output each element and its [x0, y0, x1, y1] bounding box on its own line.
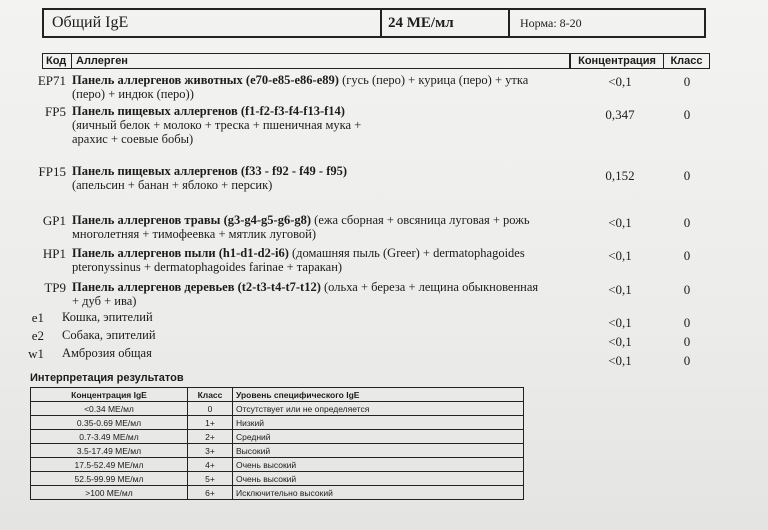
- allergen-class: 0: [683, 334, 691, 349]
- allergen-code: w1: [28, 346, 44, 361]
- allergen-class: 0: [683, 74, 691, 89]
- allergen-concentration: <0,1: [608, 282, 632, 297]
- header-concentration: Концентрация: [570, 53, 664, 69]
- total-ige-value: 24 МЕ/мл: [380, 10, 510, 36]
- allergen-panel-name: Панель аллергенов пыли (h1-d1-d2-i6): [72, 246, 289, 260]
- allergen-description: [72, 213, 562, 241]
- allergen-components-line2: pteronyssinus + dermatophagoides farinae + таракан): [72, 260, 343, 274]
- interpretation-row: [31, 486, 524, 500]
- interp-header-class: Класс: [188, 388, 233, 402]
- interp-class: 4+: [188, 458, 233, 472]
- interp-header-level: Уровень специфического IgE: [233, 388, 524, 402]
- allergen-code: EP71: [37, 73, 66, 88]
- allergen-description: [72, 164, 562, 192]
- allergen-concentration: <0,1: [608, 74, 632, 89]
- allergen-components: (ежа сборная + овсяница луговая + рожь: [311, 213, 530, 227]
- interp-concentration: 0.35-0.69 МЕ/мл: [31, 416, 188, 430]
- interpretation-header-row: [31, 388, 524, 402]
- allergen-class: 0: [683, 315, 691, 330]
- allergen-description: [72, 104, 562, 146]
- interp-concentration: >100 МЕ/мл: [31, 486, 188, 500]
- allergen-code: TP9: [44, 280, 66, 295]
- allergen-class: 0: [683, 107, 691, 122]
- allergen-code: e1: [31, 310, 44, 325]
- allergen-concentration: 0,347: [605, 107, 635, 122]
- allergen-code: FP5: [45, 104, 66, 119]
- interp-level: Очень высокий: [233, 458, 524, 472]
- allergen-class: 0: [683, 215, 691, 230]
- interp-concentration: 17.5-52.49 МЕ/мл: [31, 458, 188, 472]
- allergen-panel-name: Панель пищевых аллергенов (f1-f2-f3-f4-f13-f14): [72, 104, 345, 118]
- allergen-components-line2: (перо) + индюк (перо)): [72, 87, 194, 101]
- allergen-panel-name: Панель пищевых аллергенов (f33 - f92 - f49 - f95): [72, 164, 348, 178]
- allergen-name: Собака, эпителий: [62, 328, 156, 342]
- allergen-code: HP1: [42, 246, 66, 261]
- interp-concentration: 3.5-17.49 МЕ/мл: [31, 444, 188, 458]
- allergen-code: e2: [31, 328, 44, 343]
- interp-level: Низкий: [233, 416, 524, 430]
- allergen-concentration: <0,1: [608, 315, 632, 330]
- allergen-description: [62, 346, 552, 360]
- interp-class: 5+: [188, 472, 233, 486]
- interp-class: 0: [188, 402, 233, 416]
- interp-concentration: <0.34 МЕ/мл: [31, 402, 188, 416]
- allergen-class: 0: [683, 282, 691, 297]
- allergen-description: [72, 280, 562, 308]
- allergen-name: Кошка, эпителий: [62, 310, 153, 324]
- interp-class: 2+: [188, 430, 233, 444]
- allergen-description: [62, 310, 552, 324]
- allergen-class: 0: [683, 353, 691, 368]
- allergen-panel-name: Панель аллергенов деревьев (t2-t3-t4-t7-t12): [72, 280, 321, 294]
- interp-class: 1+: [188, 416, 233, 430]
- interp-level: Высокий: [233, 444, 524, 458]
- allergen-class: 0: [683, 168, 691, 183]
- allergen-concentration: <0,1: [608, 215, 632, 230]
- header-code: Код: [42, 53, 72, 69]
- interp-level: Очень высокий: [233, 472, 524, 486]
- interpretation-row: [31, 416, 524, 430]
- interp-class: 3+: [188, 444, 233, 458]
- allergen-components-line2: (апельсин + банан + яблоко + персик): [72, 178, 273, 192]
- header-allergen: Аллерген: [72, 53, 570, 69]
- interpretation-row: [31, 444, 524, 458]
- allergen-panel-name: Панель аллергенов животных (e70-e85-e86-e89): [72, 73, 339, 87]
- interpretation-title: Интерпретация результатов: [30, 372, 184, 384]
- interpretation-table: [30, 387, 524, 500]
- interp-header-concentration: Концентрация IgE: [31, 388, 188, 402]
- allergen-class: 0: [683, 248, 691, 263]
- allergen-components: (домашняя пыль (Greer) + dermatophagoides: [288, 246, 525, 260]
- interpretation-row: [31, 402, 524, 416]
- interpretation-row: [31, 430, 524, 444]
- allergen-description: [72, 73, 562, 101]
- interp-concentration: 0.7-3.49 МЕ/мл: [31, 430, 188, 444]
- interp-class: 6+: [188, 486, 233, 500]
- interp-level: Исключительно высокий: [233, 486, 524, 500]
- allergen-components-line3: арахис + соевые бобы): [72, 132, 194, 146]
- total-ige-box: [42, 8, 706, 38]
- interpretation-row: [31, 472, 524, 486]
- allergen-components-line2: многолетняя + тимофеевка + мятлик луговой): [72, 227, 317, 241]
- allergen-concentration: <0,1: [608, 248, 632, 263]
- header-class: Класс: [664, 53, 710, 69]
- allergen-description: [72, 246, 562, 274]
- allergen-concentration: <0,1: [608, 334, 632, 349]
- allergen-components-line2: + дуб + ива): [72, 294, 137, 308]
- allergen-concentration: <0,1: [608, 353, 632, 368]
- total-ige-label: Общий IgE: [52, 14, 129, 31]
- allergen-components-line2: (яичный белок + молоко + треска + пшеничная мука +: [72, 118, 362, 132]
- interpretation-row: [31, 458, 524, 472]
- allergen-panel-name: Панель аллергенов травы (g3-g4-g5-g6-g8): [72, 213, 312, 227]
- interp-level: Отсутствует или не определяется: [233, 402, 524, 416]
- interp-concentration: 52.5-99.99 МЕ/мл: [31, 472, 188, 486]
- total-ige-norm: Норма: 8-20: [520, 15, 582, 30]
- allergen-code: GP1: [42, 213, 66, 228]
- allergen-description: [62, 328, 552, 342]
- allergen-code: FP15: [38, 164, 66, 179]
- allergen-components: (ольха + береза + лещина обыкновенная: [320, 280, 539, 294]
- interp-level: Средний: [233, 430, 524, 444]
- allergen-components: (гусь (перо) + курица (перо) + утка: [338, 73, 529, 87]
- allergen-concentration: 0,152: [605, 168, 635, 183]
- allergen-name: Амброзия общая: [62, 346, 152, 360]
